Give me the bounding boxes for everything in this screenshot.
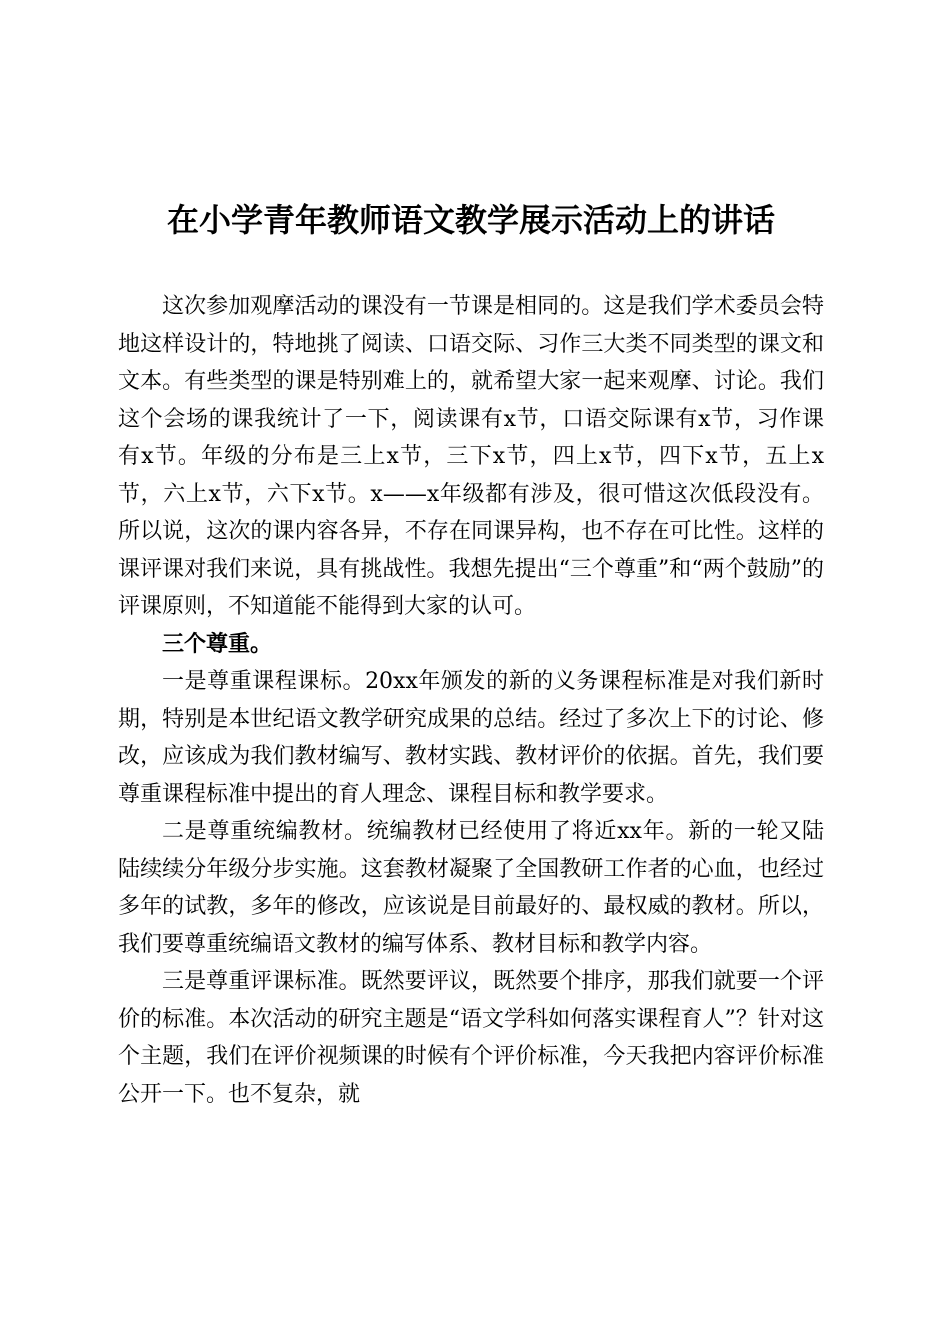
- point-paragraph-3: 三是尊重评课标准。既然要评议，既然要个排序，那我们就要一个评价的标准。本次活动的研究主题是“语文学科如何落实课程育人”？针对这个主题，我们在评价视频课的时候有个评价标准，今天我把内容评价标准公开一下。也不复杂，就: [118, 969, 824, 1107]
- point-paragraph-2: 二是尊重统编教材。统编教材已经使用了将近xx年。新的一轮又陆陆续续分年级分步实施。这套教材凝聚了全国教研工作者的心血，也经过多年的试教，多年的修改，应该说是目前最好的、最权威的教材。所以，我们要尊重统编语文教材的编写体系、教材目标和教学内容。: [118, 819, 824, 957]
- intro-paragraph: 这次参加观摩活动的课没有一节课是相同的。这是我们学术委员会特地这样设计的，特地挑了阅读、口语交际、习作三大类不同类型的课文和文本。有些类型的课是特别难上的，就希望大家一起来观摩、讨论。我们这个会场的课我统计了一下，阅读课有x节，口语交际课有x节，习作课有x节。年级的分布是三上x节，三下x节，四上x节，四下x节，五上x节，六上x节，六下x节。x——x年级都有涉及，很可惜这次低段没有。所以说，这次的课内容各异，不存在同课异构，也不存在可比性。这样的课评课对我们来说，具有挑战性。我想先提出“三个尊重”和“两个鼓励”的评课原则，不知道能不能得到大家的认可。: [118, 294, 824, 619]
- document-title: 在小学青年教师语文教学展示活动上的讲话: [166, 201, 775, 239]
- section-heading: 三个尊重。: [162, 630, 273, 657]
- document-page: [118, 196, 824, 1113]
- point-paragraph-1: 一是尊重课程课标。20xx年颁发的新的义务课程标准是对我们新时期，特别是本世纪语文教学研究成果的总结。经过了多次上下的讨论、修改，应该成为我们教材编写、教材实践、教材评价的依据。首先，我们要尊重课程标准中提出的育人理念、课程目标和教学要求。: [118, 669, 824, 807]
